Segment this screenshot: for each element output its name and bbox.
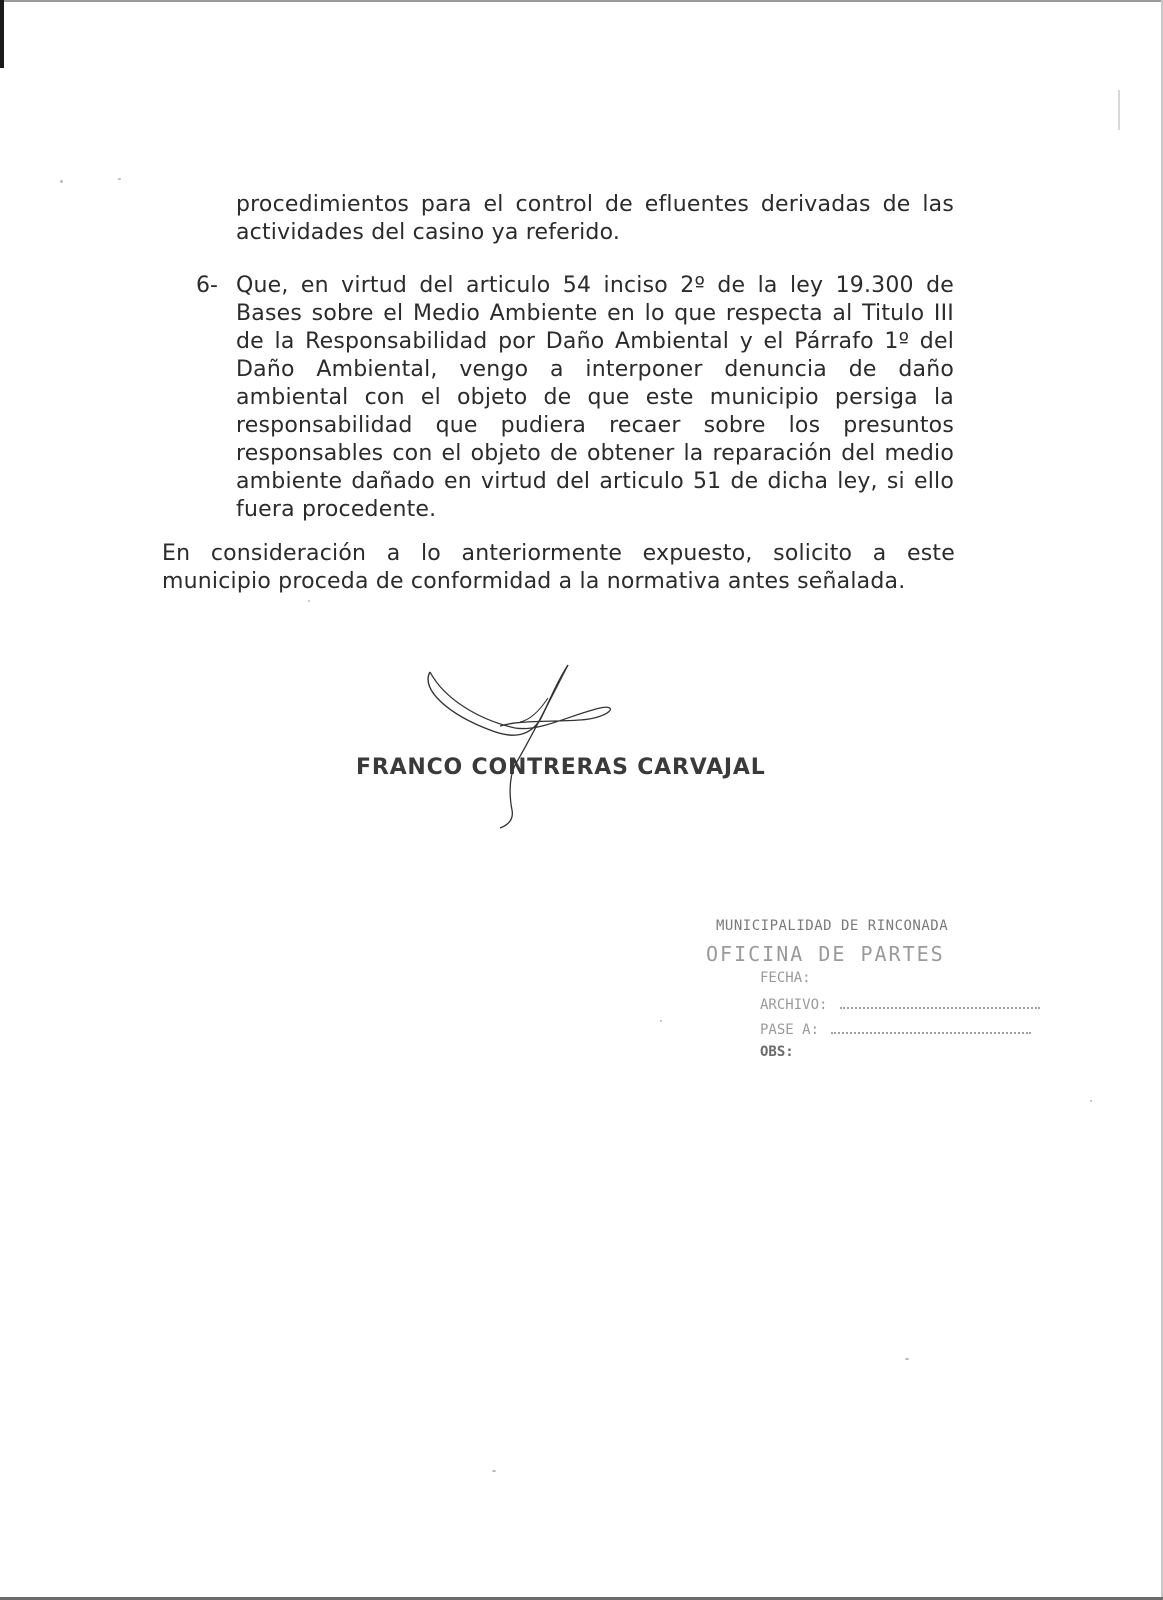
stamp-archivo-label: ARCHIVO: <box>760 997 828 1013</box>
stamp-obs-label: OBS: <box>760 1044 794 1060</box>
stamp-pase-line <box>760 1022 1031 1038</box>
stamp-pase-label: PASE A: <box>760 1022 820 1038</box>
scan-edge-left <box>0 0 4 68</box>
continuation-paragraph: procedimientos para el control de efluentes derivadas de las actividades del casino ya referido. <box>236 192 954 245</box>
scan-speck <box>1118 90 1120 130</box>
stamp-archivo-line <box>760 997 1040 1013</box>
scan-speck <box>60 180 63 183</box>
stamp-office: OFICINA DE PARTES <box>706 942 945 966</box>
scan-speck <box>118 178 121 180</box>
stamp-fecha-label: FECHA: <box>760 970 811 986</box>
item-text: Que, en virtud del articulo 54 inciso 2º de la ley 19.300 de Bases sobre el Medio Ambiente en lo que respecta al Titulo III de la Responsabilidad por Daño Ambiental y el Párrafo 1º del Daño Ambiental, vengo a interponer denuncia de daño ambiental con el objeto de que este municipio persiga la responsabilidad que pudiera recaer sobre los presuntos responsables con el objeto de obtener la reparación del medio ambiente dañado en virtud del articulo 51 de dicha ley, si ello fuera procedente. <box>236 273 954 522</box>
stamp-organization: MUNICIPALIDAD DE RINCONADA <box>716 918 949 934</box>
scan-speck <box>660 1020 662 1022</box>
scan-speck <box>308 600 310 602</box>
scan-speck <box>492 1470 496 1472</box>
stamp-fecha-line <box>760 970 811 986</box>
signature-image <box>420 660 640 830</box>
reception-stamp <box>700 912 1050 1082</box>
scan-edge-top <box>0 0 1163 2</box>
scan-speck <box>1090 1100 1092 1102</box>
stamp-obs-line <box>760 1044 794 1060</box>
item-number: 6- <box>196 273 218 298</box>
stamp-archivo-dots <box>840 997 1040 1009</box>
stamp-pase-dots <box>831 1022 1031 1034</box>
closing-paragraph: En consideración a lo anteriormente expuesto, solicito a este municipio proceda de conformidad a la normativa antes señalada. <box>162 541 955 594</box>
signer-name: FRANCO CONTRERAS CARVAJAL <box>356 755 766 780</box>
scan-speck <box>905 1358 909 1360</box>
